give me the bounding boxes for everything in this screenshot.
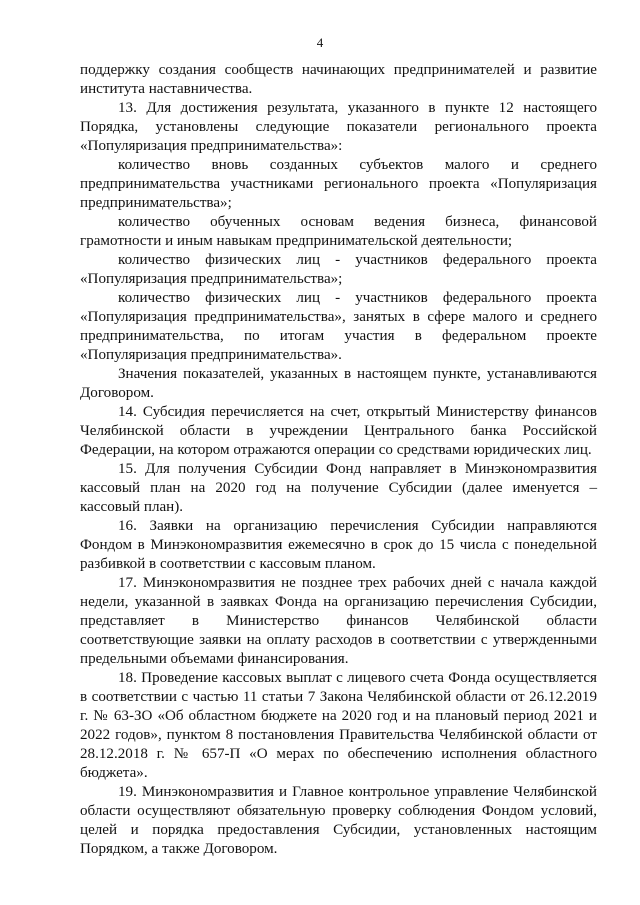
paragraph-17: 17. Минэкономразвития не позднее трех рабочих дней с начала каждой недели, указанной в заявках Фонда на организацию перечисления Субсидии, представляет в Министерство финансов Челябинской области соответствующие заявки на оплату расходов в соответствии с утвержденными предельными объемами финансирования. [80, 575, 597, 667]
paragraph-15: 15. Для получения Субсидии Фонд направляет в Минэкономразвития кассовый план на 2020 год на получение Субсидии (далее именуется – кассовый план). [80, 461, 597, 515]
indicator-values-note: Значения показателей, указанных в настоящем пункте, устанавливаются Договором. [80, 366, 597, 401]
paragraph-continuation: поддержку создания сообществ начинающих предпринимателей и развитие института наставничества. [80, 62, 597, 97]
page-number: 4 [316, 35, 324, 50]
document-body [80, 61, 597, 859]
paragraph-18: 18. Проведение кассовых выплат с лицевого счета Фонда осуществляется в соответствии с частью 11 статьи 7 Закона Челябинской области от 26.12.2019 г. № 63-ЗО «Об областном бюджете на 2020 год и на плановый период 2021 и 2022 годов», пунктом 8 постановления Правительства Челябинской области от 28.12.2018 г. № 657-П «О мерах по обеспечению исполнения областного бюджета». [80, 670, 597, 781]
paragraph-14: 14. Субсидия перечисляется на счет, открытый Министерству финансов Челябинской области в учреждении Центрального банка Российской Федерации, на котором отражаются операции со средствами юридических лиц. [80, 404, 597, 458]
indicator-item-2: количество обученных основам ведения бизнеса, финансовой грамотности и иным навыкам предпринимательской деятельности; [80, 214, 597, 249]
paragraph-16: 16. Заявки на организацию перечисления Субсидии направляются Фондом в Минэкономразвития ежемесячно в срок до 15 числа с понедельной разбивкой в соответствии с кассовым планом. [80, 518, 597, 572]
indicator-item-3: количество физических лиц - участников федерального проекта «Популяризация предпринимательства»; [80, 252, 597, 287]
paragraph-13: 13. Для достижения результата, указанного в пункте 12 настоящего Порядка, установлены следующие показатели регионального проекта «Популяризация предпринимательства»: [80, 100, 597, 154]
paragraph-19: 19. Минэкономразвития и Главное контрольное управление Челябинской области осуществляют обязательную проверку соблюдения Фондом условий, целей и порядка предоставления Субсидии, установленных настоящим Порядком, а также Договором. [80, 784, 597, 857]
indicator-item-1: количество вновь созданных субъектов малого и среднего предпринимательства участниками регионального проекта «Популяризация предпринимательства»; [80, 157, 597, 211]
indicator-item-4: количество физических лиц - участников федерального проекта «Популяризация предпринимательства», занятых в сфере малого и среднего предпринимательства, по итогам участия в федеральном проекте «Популяризация предпринимательства». [80, 290, 597, 363]
